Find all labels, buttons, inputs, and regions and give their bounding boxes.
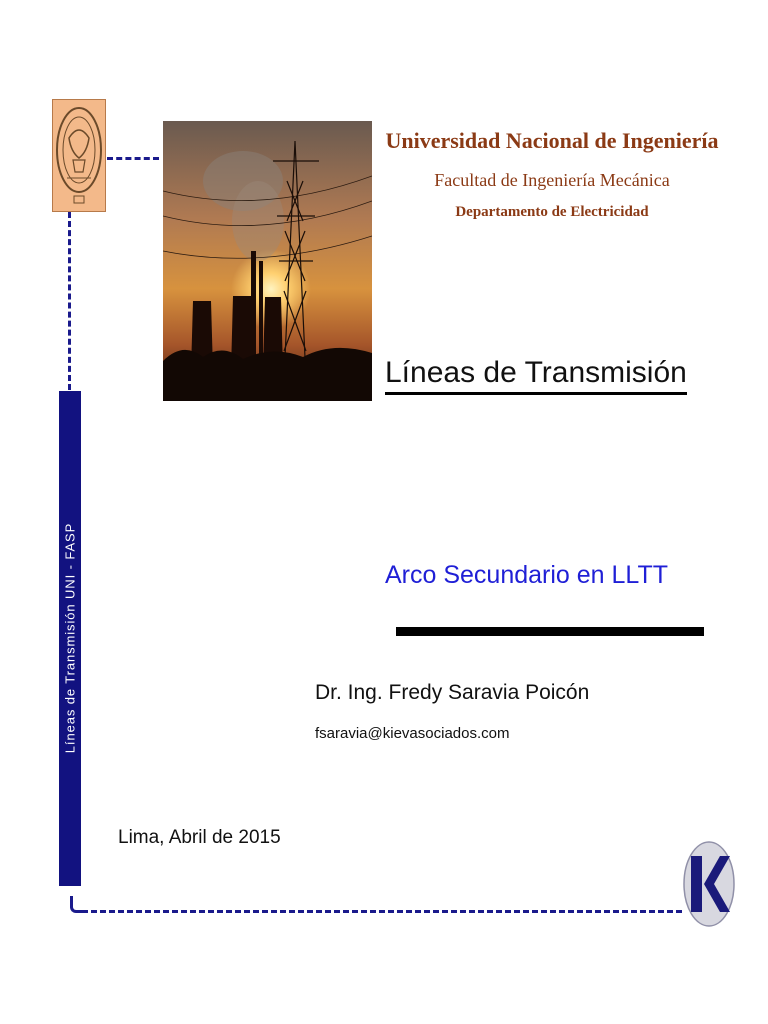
author-name: Dr. Ing. Fredy Saravia Poicón [315, 681, 590, 704]
k-logo [682, 840, 736, 928]
place-date: Lima, Abril de 2015 [118, 827, 281, 848]
department-name: Departamento de Electricidad [455, 204, 649, 220]
frame-connector-left [68, 212, 71, 390]
frame-connector-bottom [82, 910, 682, 913]
power-plant-photo [163, 121, 372, 401]
course-title: Líneas de Transmisión [385, 355, 687, 395]
university-seal-logo [52, 99, 106, 212]
topic-title: Arco Secundario en LLTT [385, 561, 669, 589]
sidebar-text: Líneas de Transmisión UNI - FASP [62, 522, 78, 754]
sidebar-banner [59, 391, 81, 886]
frame-connector-top [107, 157, 159, 160]
title-divider [396, 627, 704, 636]
author-email: fsaravia@kievasociados.com [315, 725, 510, 742]
university-name: Universidad Nacional de Ingeniería [385, 128, 719, 153]
faculty-name: Facultad de Ingeniería Mecánica [434, 170, 670, 190]
